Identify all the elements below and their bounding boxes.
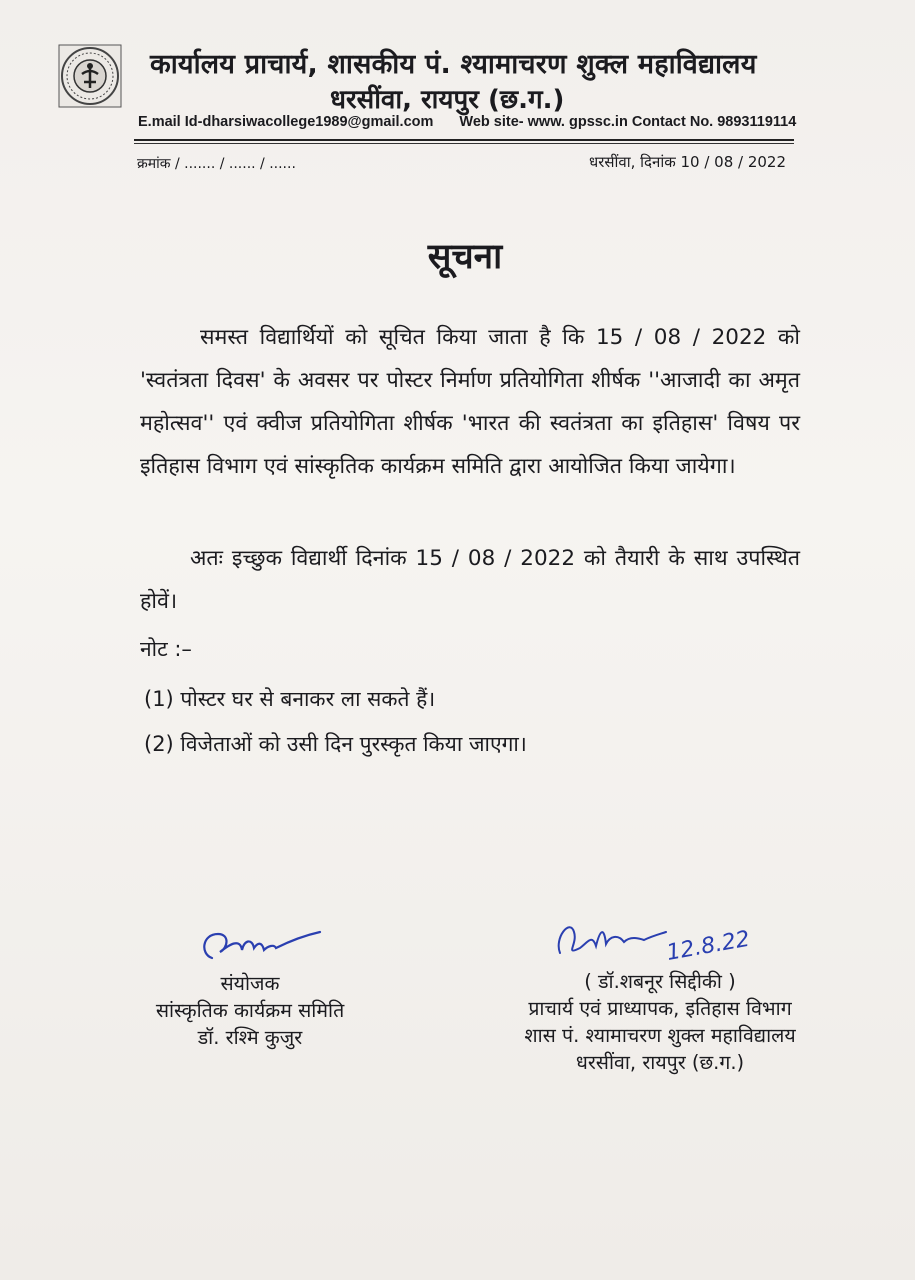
notice-title: सूचना — [427, 237, 503, 277]
email-text: E.mail Id-dharsiwacollege1989@gmail.com — [138, 114, 434, 130]
signature-date: 12.8.22 — [664, 926, 752, 966]
notice-paragraph-1: समस्त विद्यार्थियों को सूचित किया जाता है कि 15 / 08 / 2022 को 'स्वतंत्रता दिवस' के अवसर पर पोस्टर निर्माण प्रतियोगिता शीर्षक ''आजादी का अमृत महोत्सव'' एवं क्वीज प्रतियोगिता शीर्षक 'भारत की स्वतंत्रता का इतिहास' विषय पर इतिहास विभाग एवं सांस्कृतिक कार्यक्रम समिति द्वारा आयोजित किया जायेगा। — [140, 325, 800, 479]
signature-block-left — [100, 920, 400, 1051]
handwritten-signature-left — [170, 920, 330, 970]
office-location: धरसींवा, रायपुर (छ.ग.) — [330, 85, 565, 115]
institution-name: शास पं. श्यामाचरण शुक्ल महाविद्यालय — [524, 1024, 796, 1047]
contact-line — [138, 114, 798, 130]
principal-designation: प्राचार्य एवं प्राध्यापक, इतिहास विभाग — [528, 997, 792, 1020]
issue-date: धरसींवा, दिनांक 10 / 08 / 2022 — [589, 153, 787, 171]
note-item: (2) विजेताओं को उसी दिन पुरस्कृत किया जाएगा। — [144, 732, 527, 756]
institution-place: धरसींवा, रायपुर (छ.ग.) — [575, 1051, 745, 1074]
principal-name: ( डॉ.शबनूर सिद्दीकी ) — [584, 970, 736, 993]
reference-number: क्रमांक / ....... / ...... / ...... — [137, 156, 296, 172]
coordinator-name: डॉ. रश्मि कुजुर — [197, 1026, 303, 1049]
header-divider — [134, 139, 794, 145]
coordinator-role: संयोजक — [220, 972, 280, 995]
handwritten-signature-right — [540, 908, 780, 968]
signature-block-right — [490, 908, 830, 1076]
note-label: नोट :– — [140, 637, 192, 661]
committee-name: सांस्कृतिक कार्यक्रम समिति — [155, 999, 345, 1022]
website-contact-text: Web site- www. gpssc.in Contact No. 9893119114 — [459, 114, 797, 130]
office-title: कार्यालय प्राचार्य, शासकीय पं. श्यामाचरण शुक्ल महाविद्यालय — [150, 49, 757, 80]
college-emblem-icon — [58, 44, 122, 108]
notice-paragraph-2: अतः इच्छुक विद्यार्थी दिनांक 15 / 08 / 2022 को तैयारी के साथ उपस्थित होवें। — [140, 546, 800, 614]
note-item: (1) पोस्टर घर से बनाकर ला सकते हैं। — [144, 687, 436, 711]
